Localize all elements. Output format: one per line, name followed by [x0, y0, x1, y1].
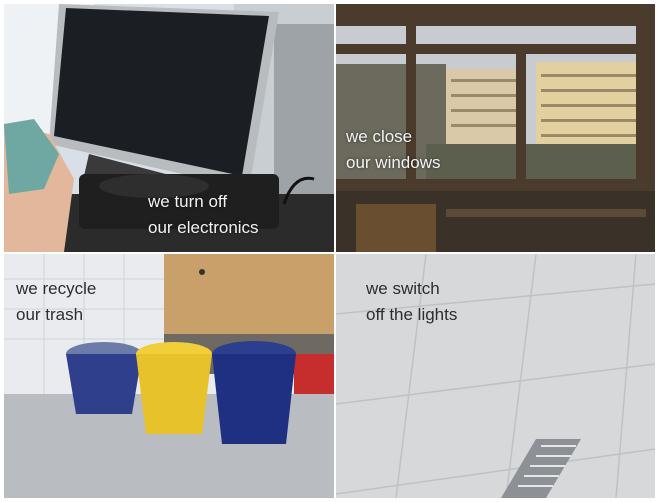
caption-line: we turn off: [148, 192, 228, 211]
caption-line: our windows: [346, 153, 441, 172]
photo-collage: [4, 4, 655, 498]
caption-line: our electronics: [148, 218, 259, 237]
caption-lights: [366, 276, 457, 328]
caption-line: we close: [346, 127, 413, 146]
panel-close-windows: [336, 4, 655, 252]
caption-line: off the lights: [366, 305, 458, 324]
caption-line: we switch: [366, 279, 440, 298]
panel-recycle-trash: [4, 254, 334, 498]
caption-line: our trash: [16, 305, 84, 324]
panel-turn-off-electronics: [4, 4, 334, 252]
panel-switch-off-lights: [336, 254, 655, 498]
caption-line: we recycle: [16, 279, 97, 298]
caption-windows: [346, 124, 441, 176]
caption-trash: [16, 276, 96, 328]
caption-electronics: [148, 189, 259, 241]
